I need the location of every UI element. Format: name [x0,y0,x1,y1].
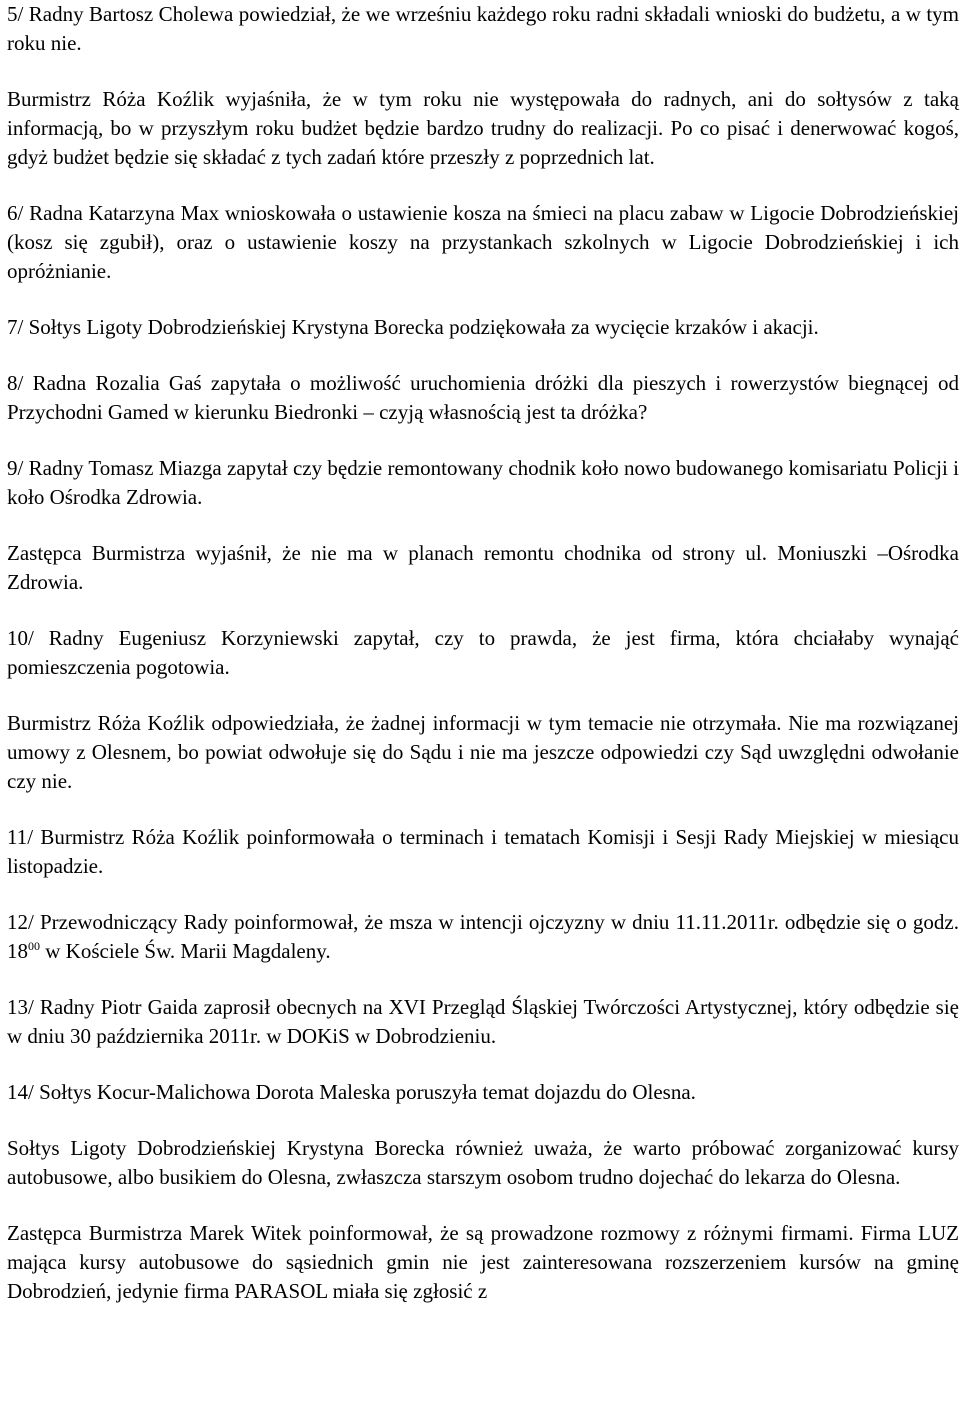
paragraph-item-9: 9/ Radny Tomasz Miazga zapytał czy będzie remontowany chodnik koło nowo budowanego komisariatu Policji i koło Ośrodka Zdrowia. [7,456,959,509]
paragraph-deputy-reply-bus: Zastępca Burmistrza Marek Witek poinformował, że są prowadzone rozmowy z różnymi firmami. Firma LUZ mająca kursy autobusowe do sąsiednich gmin nie jest zainteresowana rozszerzeniem kursów na gminę Dobrodzień, jedynie firma PARASOL miała się zgłosić z [7,1221,959,1303]
paragraph-item-12 [7,908,959,966]
paragraph-item-12-superscript: 00 [28,939,40,953]
paragraph-burmistrz-reply-ambulance: Burmistrz Róża Koźlik odpowiedziała, że żadnej informacji w tym temacie nie otrzymała. Nie ma rozwiązanej umowy z Olesnem, bo powiat odwołuje się do Sądu i nie ma jeszcze odpowiedzi czy Sąd uwzględni odwołanie czy nie. [7,711,959,793]
paragraph-item-13: 13/ Radny Piotr Gaida zaprosił obecnych na XVI Przegląd Śląskiej Twórczości Artystycznej, który odbędzie się w dniu 30 października 2011r. w DOKiS w Dobrodzieniu. [7,995,959,1048]
paragraph-item-8: 8/ Radna Rozalia Gaś zapytała o możliwość uruchomienia dróżki dla pieszych i rowerzystów biegnącej od Przychodni Gamed w kierunku Biedronki – czyją własnością jest ta dróżka? [7,371,959,424]
paragraph-item-14: 14/ Sołtys Kocur-Malichowa Dorota Maleska poruszyła temat dojazdu do Olesna. [7,1080,696,1104]
paragraph-burmistrz-reply-budget: Burmistrz Róża Koźlik wyjaśniła, że w tym roku nie występowała do radnych, ani do sołtysów z taką informacją, bo w przyszłym roku budżet będzie bardzo trudny do realizacji. Po co pisać i denerwować kogoś, gdyż budżet będzie się składać z tych zadań które przeszły z poprzednich lat. [7,87,959,169]
paragraph-deputy-reply-sidewalk: Zastępca Burmistrza wyjaśnił, że nie ma w planach remontu chodnika od strony ul. Moniuszki –Ośrodka Zdrowia. [7,541,959,594]
document-page [7,0,959,1306]
paragraph-item-5: 5/ Radny Bartosz Cholewa powiedział, że we wrześniu każdego roku radni składali wnioski do budżetu, a w tym roku nie. [7,2,959,55]
paragraph-item-12-text-end: w Kościele Św. Marii Magdaleny. [40,939,331,963]
paragraph-item-6: 6/ Radna Katarzyna Max wnioskowała o ustawienie kosza na śmieci na placu zabaw w Ligocie Dobrodzieńskiej (kosz się zgubił), oraz o ustawienie koszy na przystankach szkolnych w Ligocie Dobrodzieńskiej i ich opróżnianie. [7,201,959,283]
paragraph-soltys-reply-bus: Sołtys Ligoty Dobrodzieńskiej Krystyna Borecka również uważa, że warto próbować zorganizować kursy autobusowe, albo busikiem do Olesna, zwłaszcza starszym osobom trudno dojechać do lekarza do Olesna. [7,1136,959,1189]
paragraph-item-10: 10/ Radny Eugeniusz Korzyniewski zapytał, czy to prawda, że jest firma, która chciałaby wynająć pomieszczenia pogotowia. [7,626,959,679]
paragraph-item-7: 7/ Sołtys Ligoty Dobrodzieńskiej Krystyna Borecka podziękowała za wycięcie krzaków i akacji. [7,315,819,339]
paragraph-item-11: 11/ Burmistrz Róża Koźlik poinformowała o terminach i tematach Komisji i Sesji Rady Miejskiej w miesiącu listopadzie. [7,825,959,878]
paragraph-item-12-text: 12/ Przewodniczący Rady poinformował, że msza w intencji ojczyzny w dniu 11.11.2011r. odbędzie się o godz. 18 [7,910,959,963]
